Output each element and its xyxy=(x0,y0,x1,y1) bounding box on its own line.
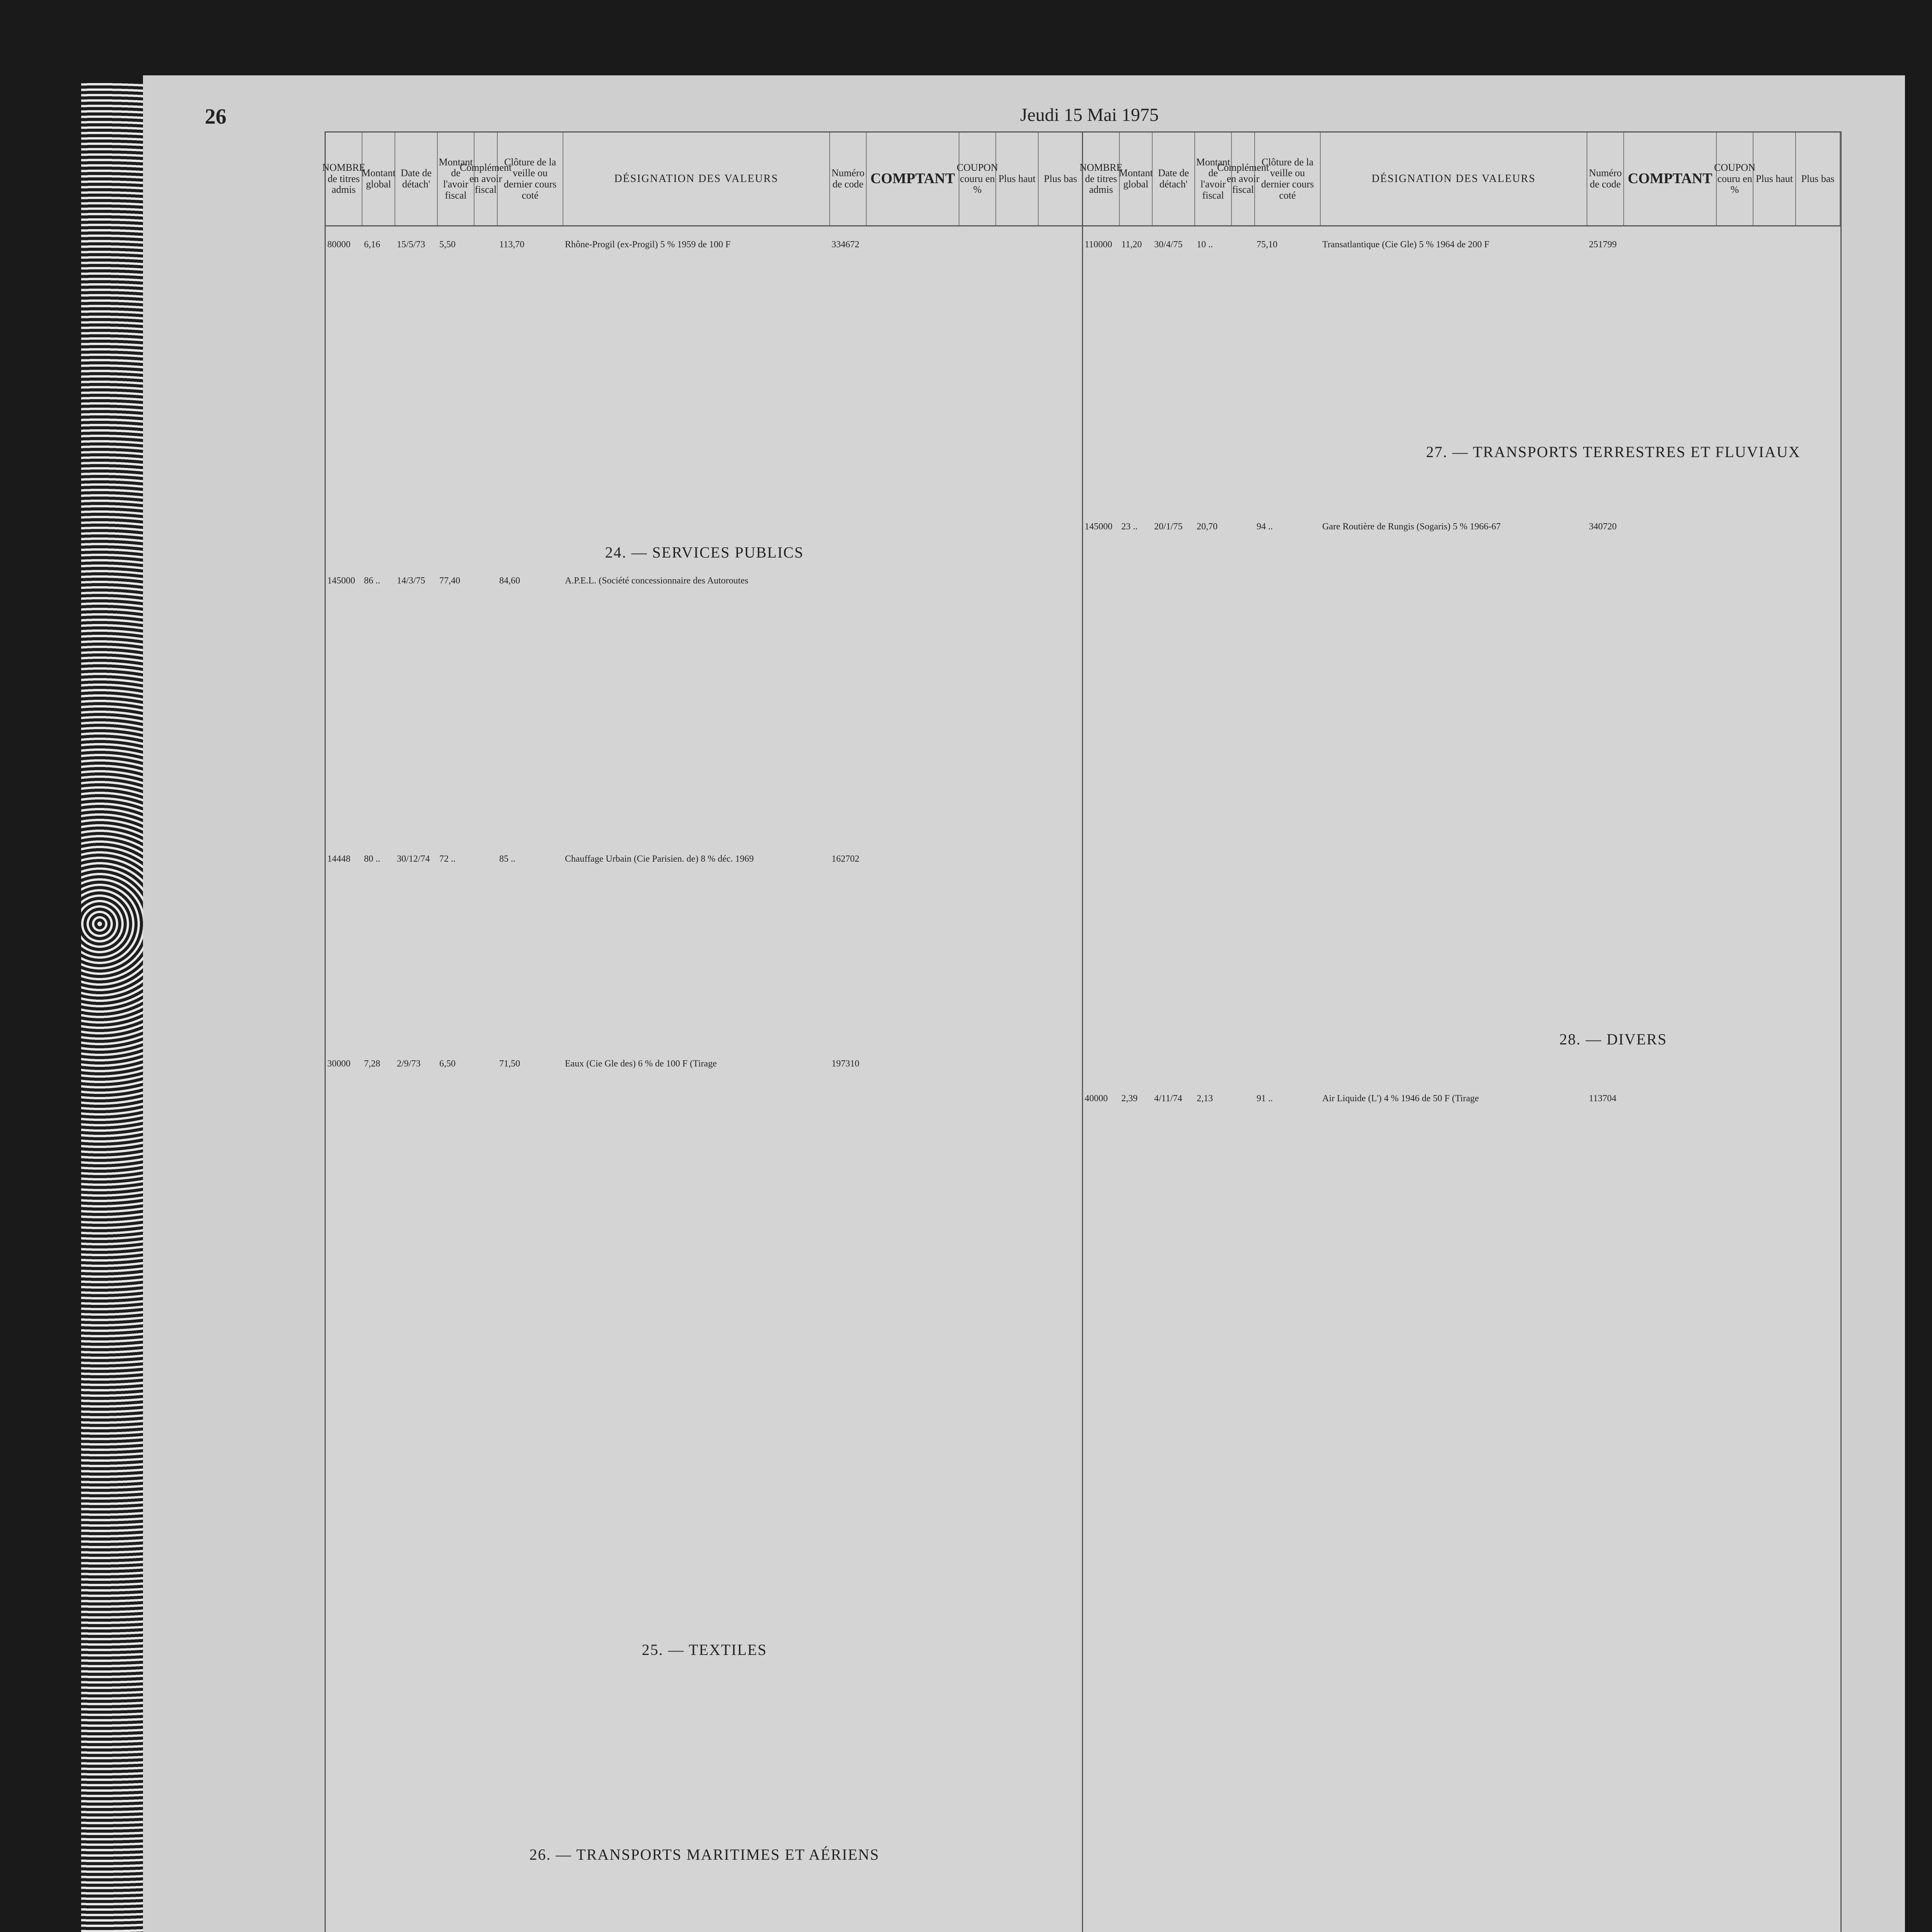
cell-date: 14/3/75 xyxy=(397,576,425,586)
header-cloture: Clôture de la veille ou dernier cours coté xyxy=(498,133,563,225)
cell-avoir: 2,13 xyxy=(1197,1094,1213,1104)
header-date: Date de détach' xyxy=(1153,133,1195,225)
table-row xyxy=(1083,238,1840,251)
right-table-body xyxy=(1083,226,1840,1932)
cell-nombre: 80000 xyxy=(327,240,350,250)
cell-designation: Transatlantique (Cie Gle) 5 % 1964 de 200 F xyxy=(1322,240,1490,250)
right-table xyxy=(1079,131,1842,1932)
header-designation: DÉSIGNATION DES VALEURS xyxy=(1321,133,1587,225)
cell-nombre: 110000 xyxy=(1085,240,1112,250)
cell-designation: Air Liquide (L') 4 % 1946 de 50 F (Tirage xyxy=(1322,1094,1479,1104)
cell-avoir: 10 .. xyxy=(1197,240,1213,250)
cell-nombre: 145000 xyxy=(327,576,355,586)
section-title: 27. — TRANSPORTS TERRESTRES ET FLUVIAUX xyxy=(1426,443,1801,461)
cell-code: 340720 xyxy=(1589,522,1617,532)
header-designation: DÉSIGNATION DES VALEURS xyxy=(563,133,830,225)
header-cloture: Clôture de la veille ou dernier cours coté xyxy=(1255,133,1321,225)
header-numero: Numéro de code xyxy=(1587,133,1624,225)
cell-montant: 11,20 xyxy=(1121,240,1142,250)
header-numero: Numéro de code xyxy=(830,133,867,225)
cell-montant: 80 .. xyxy=(364,854,380,864)
table-header xyxy=(322,133,1083,226)
cell-montant: 2,39 xyxy=(1121,1094,1138,1104)
cell-date: 30/4/75 xyxy=(1154,240,1183,250)
page-number: 26 xyxy=(205,105,226,129)
header-plus-bas: Plus bas xyxy=(1039,133,1083,225)
table-row xyxy=(326,852,1083,866)
cell-montant: 86 .. xyxy=(364,576,380,586)
cell-nombre: 30000 xyxy=(327,1059,350,1069)
section-title: 24. — SERVICES PUBLICS xyxy=(605,544,804,561)
cell-cloture: 94 .. xyxy=(1257,522,1273,532)
cell-designation: Gare Routière de Rungis (Sogaris) 5 % 1966-67 xyxy=(1322,522,1501,532)
cell-nombre: 145000 xyxy=(1085,522,1112,532)
page-header xyxy=(0,104,1932,135)
cell-avoir: 77,40 xyxy=(439,576,460,586)
cell-avoir: 72 .. xyxy=(439,854,456,864)
header-date: Date de détach' xyxy=(395,133,438,225)
left-table xyxy=(322,131,1084,1932)
cell-avoir: 6,50 xyxy=(439,1059,456,1069)
cell-date: 30/12/74 xyxy=(397,854,430,864)
cell-designation: Chauffage Urbain (Cie Parisien. de) 8 % déc. 1969 xyxy=(565,854,754,864)
section-title: 28. — DIVERS xyxy=(1559,1031,1667,1048)
cell-designation: Eaux (Cie Gle des) 6 % de 100 F (Tirage xyxy=(565,1059,717,1069)
header-plus-haut: Plus haut xyxy=(1753,133,1796,225)
header-coupon: COUPON couru en % xyxy=(959,133,996,225)
header-coupon: COUPON couru en % xyxy=(1717,133,1753,225)
header-montant: Montant global xyxy=(1120,133,1153,225)
section-title: 25. — TEXTILES xyxy=(642,1641,767,1658)
header-nombre: NOMBRE de titres admis xyxy=(1083,133,1120,225)
cell-montant: 7,28 xyxy=(364,1059,380,1069)
table-row xyxy=(326,1057,1083,1070)
cell-cloture: 91 .. xyxy=(1257,1094,1273,1104)
header-avoir: Montant de l'avoir fiscal xyxy=(438,133,474,225)
cell-cloture: 113,70 xyxy=(499,240,525,250)
cell-nombre: 14448 xyxy=(327,854,350,864)
cell-avoir: 20,70 xyxy=(1197,522,1218,532)
cell-montant: 23 .. xyxy=(1121,522,1138,532)
table-row xyxy=(1083,520,1840,533)
header-plus-bas: Plus bas xyxy=(1796,133,1840,225)
cell-avoir: 5,50 xyxy=(439,240,456,250)
header-plus-haut: Plus haut xyxy=(996,133,1039,225)
page-date: Jeudi 15 Mai 1975 xyxy=(1020,105,1159,125)
cell-cloture: 75,10 xyxy=(1257,240,1277,250)
cell-cloture: 85 .. xyxy=(499,854,515,864)
header-montant: Montant global xyxy=(362,133,395,225)
cell-designation: A.P.E.L. (Société concessionnaire des Autoroutes xyxy=(565,576,748,586)
left-table-body xyxy=(326,226,1083,1932)
cell-date: 20/1/75 xyxy=(1154,522,1183,532)
table-header xyxy=(1079,133,1840,226)
header-nombre: NOMBRE de titres admis xyxy=(326,133,362,225)
header-avoir: Montant de l'avoir fiscal xyxy=(1195,133,1232,225)
table-row xyxy=(1083,1092,1840,1105)
cell-date: 15/5/73 xyxy=(397,240,425,250)
cell-date: 4/11/74 xyxy=(1154,1094,1182,1104)
cell-cloture: 71,50 xyxy=(499,1059,520,1069)
book-binding xyxy=(81,83,143,1932)
cell-date: 2/9/73 xyxy=(397,1059,421,1069)
cell-code: 334672 xyxy=(832,240,859,250)
section-title: 26. — TRANSPORTS MARITIMES ET AÉRIENS xyxy=(529,1846,879,1863)
cell-nombre: 40000 xyxy=(1085,1094,1108,1104)
cell-montant: 6,16 xyxy=(364,240,380,250)
header-complement: Complément en avoir fiscal xyxy=(1232,133,1255,225)
cell-cloture: 84,60 xyxy=(499,576,520,586)
table-row xyxy=(326,574,1083,587)
cell-code: 197310 xyxy=(832,1059,859,1069)
cell-code xyxy=(830,574,867,587)
header-comptant: COMPTANT xyxy=(867,133,959,225)
header-complement: Complément en avoir fiscal xyxy=(474,133,498,225)
cell-code: 113704 xyxy=(1589,1094,1617,1104)
cell-designation: Rhône-Progil (ex-Progil) 5 % 1959 de 100 F xyxy=(565,240,731,250)
header-comptant: COMPTANT xyxy=(1624,133,1717,225)
table-row xyxy=(326,238,1083,251)
cell-code: 162702 xyxy=(832,854,859,864)
cell-code: 251799 xyxy=(1589,240,1617,250)
